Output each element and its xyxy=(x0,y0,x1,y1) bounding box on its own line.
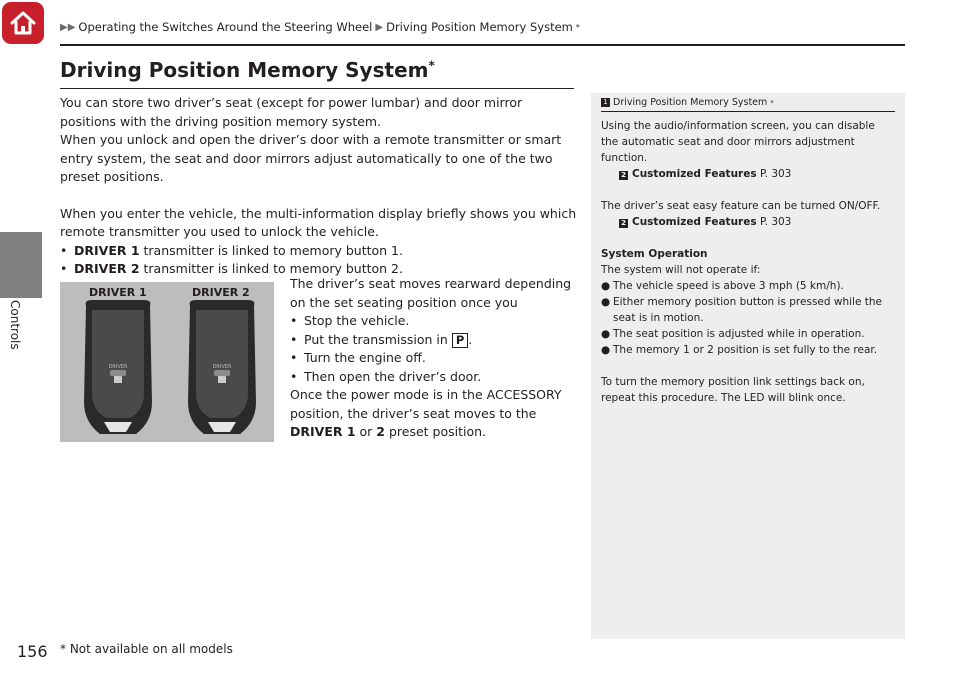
sidebar-paragraph-2: The driver’s seat easy feature can be turned ON/OFF. xyxy=(601,200,881,212)
cross-reference-link[interactable]: 2 Customized Features P. 303 xyxy=(601,214,895,230)
breadcrumb-item-memory-system[interactable]: Driving Position Memory System xyxy=(386,20,573,34)
sidebar-paragraph-1: Using the audio/information screen, you can disable the automatic seat and door mirrors adjustment function. xyxy=(601,120,875,164)
seat-behavior-text xyxy=(290,275,580,442)
bullet-icon: ● xyxy=(601,280,611,292)
section-tab xyxy=(0,232,42,298)
gear-p-icon: P xyxy=(452,333,468,348)
footnote: * Not available on all models xyxy=(60,642,233,656)
breadcrumb-arrow-icon: ▶▶ xyxy=(60,21,76,33)
driver-2-bold: 2 xyxy=(376,424,385,439)
step-item xyxy=(290,312,580,331)
figure-label-driver-1: DRIVER 1 xyxy=(89,286,147,299)
note-number-icon: 1 xyxy=(601,98,610,107)
operation-bullet: ● Either memory position button is pressed while the seat is in motion. xyxy=(601,296,882,324)
sidebar-title: Driving Position Memory System xyxy=(613,97,768,108)
figure-label-driver-2: DRIVER 2 xyxy=(192,286,250,299)
fob-2-text: DRIVER xyxy=(212,364,232,370)
bullet-bold: DRIVER 2 xyxy=(74,261,140,276)
home-button[interactable] xyxy=(2,2,44,44)
bullet-icon: • xyxy=(290,368,298,384)
bullet-icon: • xyxy=(290,350,298,365)
bullet-bold: DRIVER 1 xyxy=(74,242,140,258)
step-period: . xyxy=(468,331,473,347)
system-operation-heading: System Operation xyxy=(601,248,708,260)
breadcrumb-arrow-icon: ▶ xyxy=(375,21,384,33)
bullet-text: transmitter is linked to memory button 2. xyxy=(139,261,403,276)
bullet-icon: ● xyxy=(601,344,611,356)
step-text: Turn the engine off. xyxy=(304,350,426,365)
step-text: Put the transmission in xyxy=(304,331,448,347)
bullet-text: transmitter is linked to memory button 1. xyxy=(139,242,403,258)
intro-paragraph-2: When you unlock and open the driver’s door with a remote transmitter or smart entry system, the seat and door mirrors adjust automatically to one of the two preset positions. xyxy=(60,132,562,184)
operation-bullet: ● The vehicle speed is above 3 mph (5 km/h). xyxy=(601,280,844,292)
driver-1-bold: DRIVER 1 xyxy=(290,424,356,439)
bullet-icon: • xyxy=(290,331,298,347)
seat-intro: The driver’s seat moves rearward depending on the set seating position once you xyxy=(290,276,572,310)
page-title xyxy=(60,58,574,89)
step-text: Then open the driver’s door. xyxy=(304,368,482,384)
sidebar-header xyxy=(601,97,895,112)
sidebar-body xyxy=(591,112,905,406)
sidebar-notes xyxy=(591,93,905,639)
operation-bullet: ● The seat position is adjusted while in operation. xyxy=(601,328,865,340)
breadcrumb-item-switches[interactable]: Operating the Switches Around the Steering Wheel xyxy=(78,20,373,34)
breadcrumb xyxy=(60,20,580,34)
step-text: Stop the vehicle. xyxy=(304,313,410,328)
section-label xyxy=(8,300,24,370)
cross-reference-link[interactable]: 2 Customized Features P. 303 xyxy=(601,166,895,182)
key-fob-illustration xyxy=(60,282,274,442)
header-rule xyxy=(60,44,905,46)
home-icon xyxy=(8,8,38,38)
bullet-item xyxy=(60,242,580,261)
sidebar-paragraph-3: To turn the memory position link settings back on, repeat this procedure. The LED will blink once. xyxy=(601,376,865,404)
breadcrumb-star: * xyxy=(575,22,580,32)
sidebar-title-star: * xyxy=(770,98,774,107)
bullet-icon: ● xyxy=(601,296,611,308)
reference-arrow-icon: 2 xyxy=(619,219,628,228)
bullet-icon: • xyxy=(60,242,68,258)
step-item xyxy=(290,368,580,387)
page-number: 156 xyxy=(17,642,48,661)
main-text xyxy=(60,94,580,279)
accessory-text: Once the power mode is in the ACCESSORY position, the driver’s seat moves to the DRIVER 1 or 2 preset position. xyxy=(290,387,562,439)
step-item xyxy=(290,331,580,350)
section-label-text: Controls xyxy=(8,300,22,350)
reference-arrow-icon: 2 xyxy=(619,171,628,180)
page-title-text: Driving Position Memory System xyxy=(60,58,429,82)
intro-paragraph-3: When you enter the vehicle, the multi-information display briefly shows you which remote transmitter you used to unlock the vehicle. xyxy=(60,205,577,239)
operation-bullet: ● The memory 1 or 2 position is set fully to the rear. xyxy=(601,344,878,356)
step-item xyxy=(290,349,580,368)
system-operation-intro: The system will not operate if: xyxy=(601,264,761,276)
title-star: * xyxy=(428,58,435,73)
bullet-icon: • xyxy=(290,313,298,328)
bullet-icon: • xyxy=(60,261,68,276)
fob-1-text: DRIVER xyxy=(108,364,128,370)
transmitter-figure xyxy=(60,282,274,442)
bullet-icon: ● xyxy=(601,328,611,340)
intro-paragraph-1: You can store two driver’s seat (except for power lumbar) and door mirror positions with the driving position memory system. xyxy=(60,95,523,129)
